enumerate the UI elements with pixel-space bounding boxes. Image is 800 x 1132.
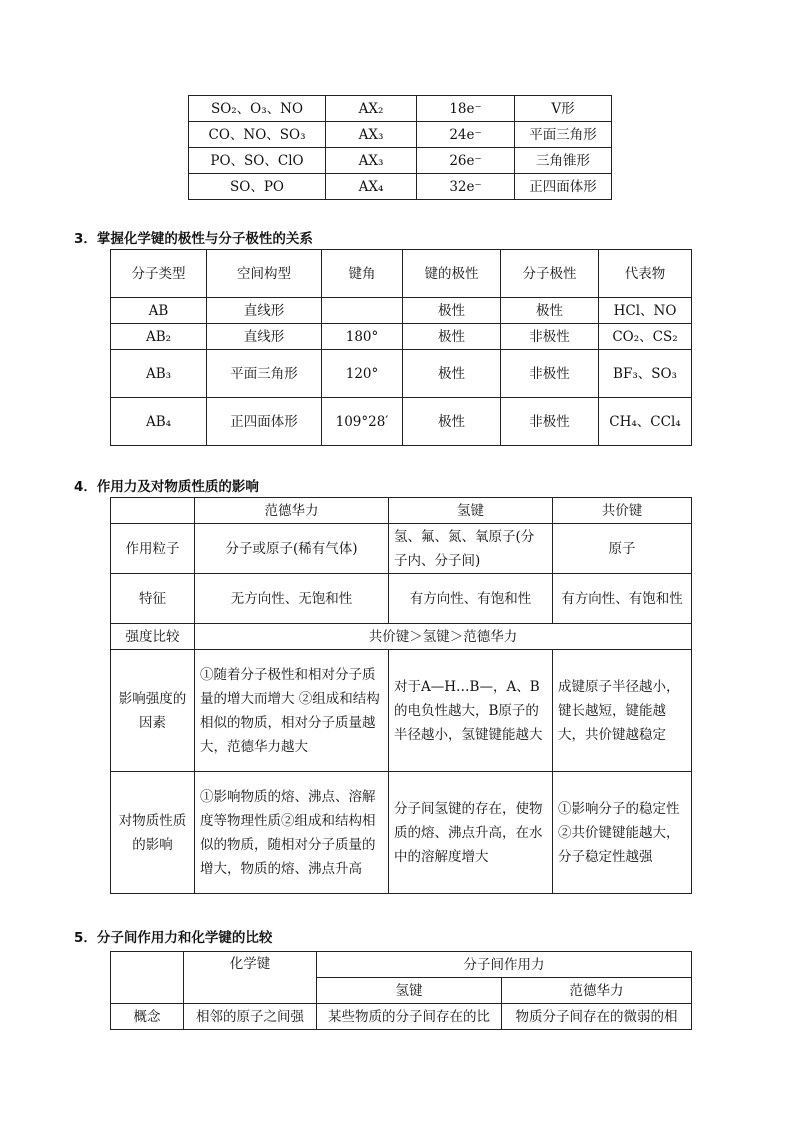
cell: 有方向性、有饱和性 [553, 574, 692, 624]
table-row [189, 122, 612, 148]
cell: 直线形 [207, 298, 322, 324]
cell: 共价键＞氢键＞范德华力 [195, 624, 692, 650]
header-cell: 分子类型 [111, 250, 207, 298]
row-label: 作用粒子 [111, 524, 195, 574]
table-header-row [111, 250, 692, 298]
section-4-heading: 4．作用力及对物质性质的影响 [74, 479, 259, 495]
section-5-heading: 5．分子间作用力和化学键的比较 [74, 930, 273, 946]
cell: 极性 [403, 324, 501, 350]
cell: ①影响分子的稳定性 ②共价键键能越大，分子稳定性越强 [553, 772, 692, 894]
type-cell: AX₄ [326, 174, 417, 200]
cell: 某些物质的分子间存在的比 [317, 1004, 502, 1030]
table-row [111, 650, 692, 772]
table-row [111, 524, 692, 574]
cell: 物质分子间存在的微弱的相 [502, 1004, 692, 1030]
table-row [111, 398, 692, 446]
cell: 非极性 [501, 324, 599, 350]
header-cell: 分子间作用力 [317, 952, 692, 978]
header-cell: 空间构型 [207, 250, 322, 298]
header-cell: 键角 [322, 250, 403, 298]
electron-cell: 32e⁻ [417, 174, 515, 200]
row-label: 影响强度的因素 [111, 650, 195, 772]
header-cell: 范德华力 [502, 978, 692, 1004]
table-electron-geometry [188, 95, 612, 200]
cell: 原子 [553, 524, 692, 574]
shape-cell: 平面三角形 [515, 122, 612, 148]
table-row [189, 148, 612, 174]
cell: 极性 [403, 398, 501, 446]
header-cell: 氢键 [389, 498, 553, 524]
table-row [111, 772, 692, 894]
table-header-row [111, 952, 692, 978]
cell: 极性 [501, 298, 599, 324]
cell: 分子间氢键的存在，使物质的熔、沸点升高，在水中的溶解度增大 [389, 772, 553, 894]
table-row [111, 574, 692, 624]
cell: 有方向性、有饱和性 [389, 574, 553, 624]
header-cell: 共价键 [553, 498, 692, 524]
row-label: 强度比较 [111, 624, 195, 650]
corner-cell [111, 952, 184, 1004]
table-row [111, 298, 692, 324]
cell: ①随着分子极性和相对分子质量的增大而增大 ②组成和结构相似的物质，相对分子质量越大，范德华力越大 [195, 650, 389, 772]
shape-cell: 正四面体形 [515, 174, 612, 200]
cell: 非极性 [501, 398, 599, 446]
header-cell: 化学键 [184, 952, 317, 1004]
table-row [189, 174, 612, 200]
cell: 无方向性、无饱和性 [195, 574, 389, 624]
electron-cell: 24e⁻ [417, 122, 515, 148]
species-cell: SO、PO [189, 174, 326, 200]
cell: 109°28′ [322, 398, 403, 446]
cell: 氢、氟、氮、氧原子(分子内、分子间) [389, 524, 553, 574]
type-cell: AX₂ [326, 96, 417, 122]
cell: 相邻的原子之间强 [184, 1004, 317, 1030]
cell: AB₂ [111, 324, 207, 350]
shape-cell: V形 [515, 96, 612, 122]
cell: BF₃、SO₃ [599, 350, 692, 398]
cell: HCl、NO [599, 298, 692, 324]
species-cell: PO、SO、ClO [189, 148, 326, 174]
cell: AB₄ [111, 398, 207, 446]
cell: CO₂、CS₂ [599, 324, 692, 350]
electron-cell: 26e⁻ [417, 148, 515, 174]
cell: 成键原子半径越小，键长越短，键能越大，共价键越稳定 [553, 650, 692, 772]
cell: 120° [322, 350, 403, 398]
table-row [111, 624, 692, 650]
cell: 直线形 [207, 324, 322, 350]
cell: 180° [322, 324, 403, 350]
type-cell: AX₃ [326, 148, 417, 174]
table-row [111, 1004, 692, 1030]
table-row [189, 96, 612, 122]
cell: 对于A—H…B—，A、B的电负性越大，B原子的半径越小，氢键键能越大 [389, 650, 553, 772]
species-cell: CO、NO、SO₃ [189, 122, 326, 148]
cell: 平面三角形 [207, 350, 322, 398]
table-row [111, 324, 692, 350]
cell: 分子或原子(稀有气体) [195, 524, 389, 574]
row-label: 概念 [111, 1004, 184, 1030]
cell: 极性 [403, 298, 501, 324]
table-polarity [110, 249, 692, 446]
row-label: 特征 [111, 574, 195, 624]
header-cell [111, 498, 195, 524]
cell: AB [111, 298, 207, 324]
electron-cell: 18e⁻ [417, 96, 515, 122]
cell: 极性 [403, 350, 501, 398]
header-cell: 键的极性 [403, 250, 501, 298]
cell: CH₄、CCl₄ [599, 398, 692, 446]
row-label: 对物质性质的影响 [111, 772, 195, 894]
header-cell: 范德华力 [195, 498, 389, 524]
cell: 非极性 [501, 350, 599, 398]
header-cell: 代表物 [599, 250, 692, 298]
type-cell: AX₃ [326, 122, 417, 148]
table-row [111, 350, 692, 398]
shape-cell: 三角锥形 [515, 148, 612, 174]
cell [322, 298, 403, 324]
cell: 正四面体形 [207, 398, 322, 446]
table-comparison [110, 951, 692, 1030]
cell: ①影响物质的熔、沸点、溶解度等物理性质②组成和结构相似的物质，随相对分子质量的增大，物质的熔、沸点升高 [195, 772, 389, 894]
header-cell: 氢键 [317, 978, 502, 1004]
table-forces [110, 497, 692, 894]
section-3-heading: 3．掌握化学键的极性与分子极性的关系 [74, 231, 313, 247]
species-cell: SO₂、O₃、NO [189, 96, 326, 122]
cell: AB₃ [111, 350, 207, 398]
table-header-row [111, 498, 692, 524]
header-cell: 分子极性 [501, 250, 599, 298]
